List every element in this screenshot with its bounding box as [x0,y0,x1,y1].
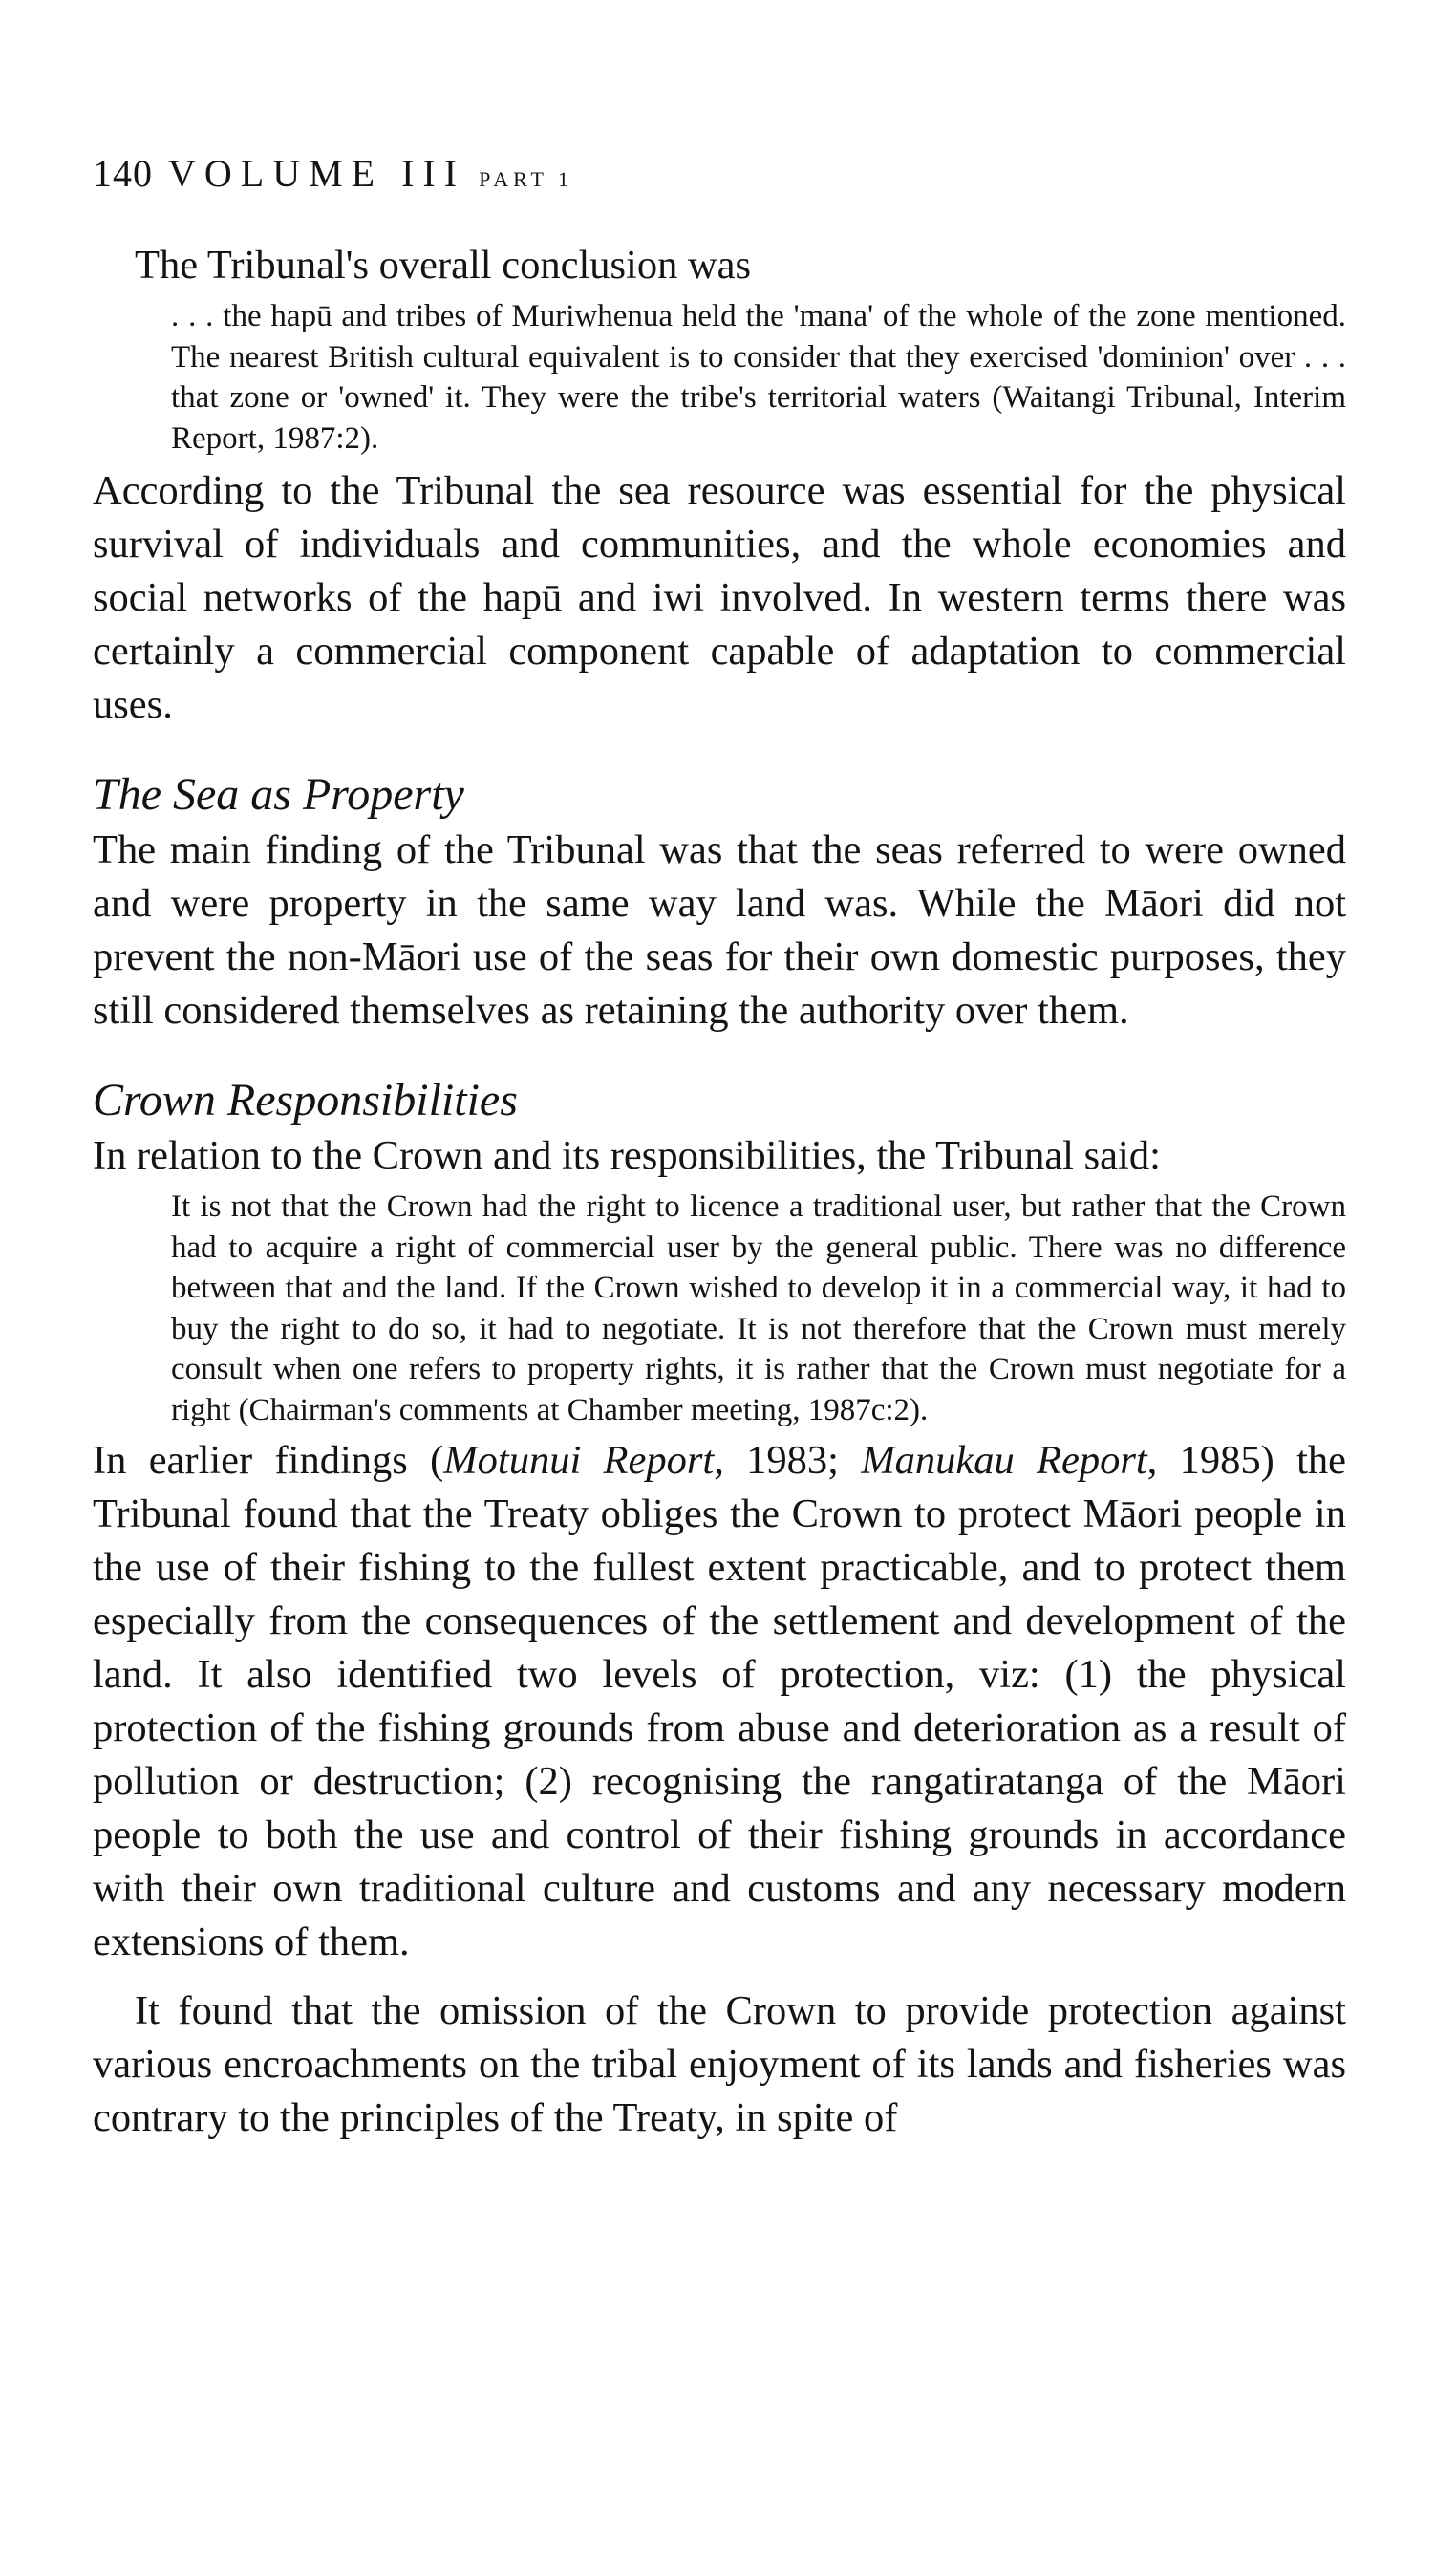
heading-sea-as-property: The Sea as Property [93,769,464,820]
block-quote-muriwhenua: . . . the hapū and tribes of Muriwhenua held the 'mana' of the whole of the zone mentioned. The nearest British cultural equivalent is to consider that they exercised 'dominion' over . . . that zone or 'owned' it. They were the tribe's territorial waters (Waitangi Tribunal, Interim Report, 1987:2). [171,299,1346,456]
intro-sentence: The Tribunal's overall conclusion was [135,243,752,288]
paragraph-earlier-findings [93,1434,1346,1969]
running-head [93,151,573,203]
title-manukau-report: Manukau Report [861,1438,1147,1483]
paragraph-omission: It found that the omission of the Crown to provide protection against various encroachments on the tribal enjoyment of its lands and fisheries was contrary to the principles of the Treaty, in spite of [93,1988,1346,2140]
paragraph-earlier-findings-rest: , 1985) the Tribunal found that the Treaty obliges the Crown to protect Māori people in the use of their fishing to the fullest extent practicable, and to protect them especially from the consequences of the settlement and development of the land. It also identified two levels of protection, viz: (1) the physical protection of the fishing grounds from abuse and deterioration as a result of pollution or destruction; (2) recognising the rangatiratanga of the Māori people to both the use and control of their fishing grounds in accordance with their own traditional culture and customs and any necessary modern extensions of them. [93,1438,1346,1964]
paragraph-main-finding: The main finding of the Tribunal was that the seas referred to were owned and were property in the same way land was. While the Māori did not prevent the non-Māori use of the seas for their own domestic purposes, they still considered themselves as retaining the authority over them. [93,827,1346,1033]
paragraph-sea-resource: According to the Tribunal the sea resource was essential for the physical survival of individuals and communities, and the whole economies and social networks of the hapū and iwi involved. In western terms there was certainly a commercial component capable of adaptation to commercial uses. [93,468,1346,727]
volume-label: VOLUME III [168,152,466,195]
part-label: PART 1 [479,167,574,191]
paragraph-earlier-findings-lead: In earlier findings ( [93,1438,444,1483]
block-quote-chairman: It is not that the Crown had the right to licence a traditional user, but rather that the Crown had to acquire a right of commercial user by the general public. There was no difference between that and the land. If the Crown wished to develop it in a commercial way, it had to buy the right to do so, it had to negotiate. It is not therefore that the Crown must merely consult when one refers to property rights, it is rather that the Crown must negotiate for a right (Chairman's comments at Chamber meeting, 1987c:2). [171,1190,1346,1427]
title-motunui-report: Motunui Report [443,1438,715,1483]
page-body [93,239,1346,2145]
paragraph-earlier-findings-mid: , 1983; [714,1438,862,1483]
page-number: 140 [93,152,153,195]
heading-crown-responsibilities: Crown Responsibilities [93,1075,518,1126]
paragraph-crown-intro: In relation to the Crown and its responsibilities, the Tribunal said: [93,1133,1161,1178]
